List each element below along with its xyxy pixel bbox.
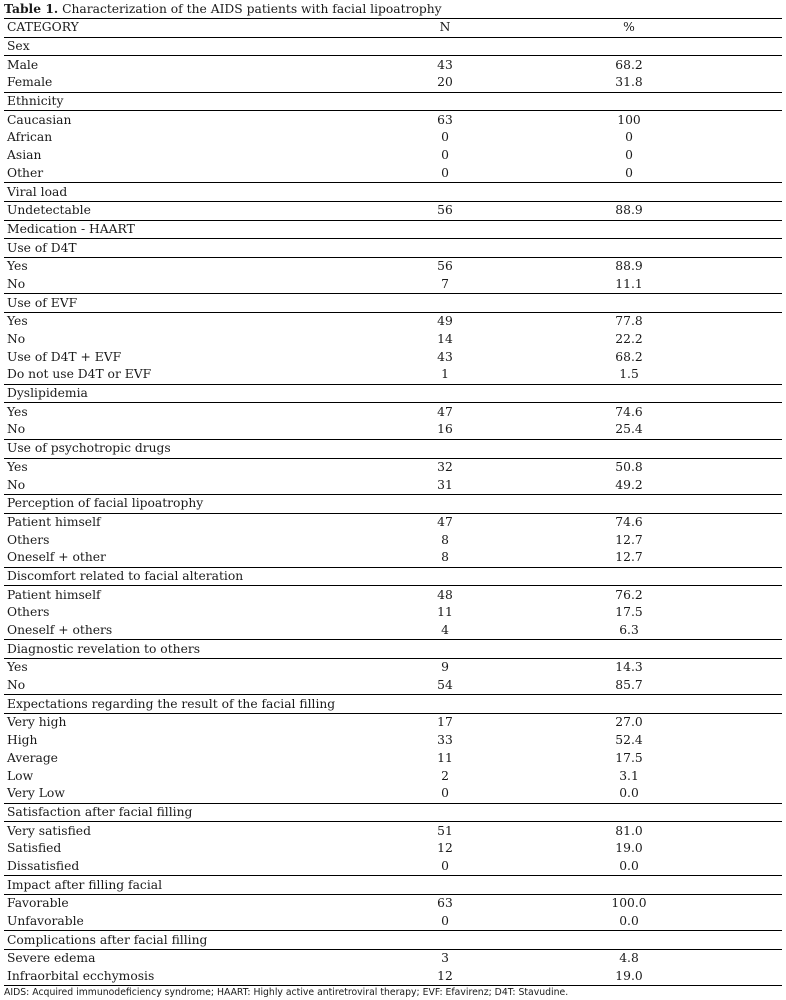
table-row [4,531,782,549]
table-caption-text: Characterization of the AIDS patients with facial lipoatrophy [62,2,442,16]
row-percent-value: 25.4 [615,422,643,437]
row-percent-value: 0 [625,165,633,180]
table-row [4,785,782,803]
characterization-table [4,18,782,986]
row-percent-value: 27.0 [615,715,643,730]
row-n-value: 43 [437,349,453,364]
category-row [4,640,782,659]
table-header-row [4,19,782,38]
row-percent-value: 3.1 [619,768,639,783]
category-row [4,695,782,714]
row-label: African [7,130,53,145]
row-percent-value: 11.1 [615,276,643,291]
table-row [4,348,782,366]
row-label: Others [7,532,50,547]
category-row [4,239,782,258]
table-row [4,56,782,74]
row-n-value: 17 [437,715,453,730]
row-percent-value: 0.0 [619,914,639,929]
row-label: Use of D4T + EVF [7,349,122,364]
row-n-value: 0 [441,148,449,163]
row-label: Patient himself [7,587,101,602]
row-n-value: 0 [441,858,449,873]
row-n-value: 0 [441,130,449,145]
table-document [4,0,782,1000]
row-label: Severe edema [7,951,96,966]
category-label: Ethnicity [4,92,782,111]
row-n-value: 12 [437,841,453,856]
row-label: Others [7,605,50,620]
row-n-value: 56 [437,259,453,274]
category-row [4,567,782,586]
row-n-value: 8 [441,550,449,565]
row-n-value: 14 [437,332,453,347]
row-n-value: 63 [437,896,453,911]
category-row [4,183,782,202]
table-row [4,659,782,677]
category-label: Satisfaction after facial filling [4,803,782,822]
row-percent-value: 81.0 [615,823,643,838]
table-row [4,767,782,785]
row-n-value: 54 [437,678,453,693]
row-label: Asian [7,148,42,163]
table-row [4,968,782,986]
row-label: No [7,332,26,347]
table-row [4,257,782,275]
row-n-value: 51 [437,823,453,838]
table-row [4,750,782,768]
row-n-value: 2 [441,768,449,783]
row-percent-value: 22.2 [615,332,643,347]
row-label: Patient himself [7,514,101,529]
category-label: Dyslipidemia [4,384,782,403]
row-n-value: 11 [437,750,453,765]
table-row [4,421,782,439]
row-label: Yes [7,259,28,274]
category-row [4,876,782,895]
row-label: Caucasian [7,112,72,127]
category-label: Expectations regarding the result of the facial filling [4,695,782,714]
table-row [4,111,782,129]
row-label: Male [7,57,39,72]
category-label: Discomfort related to facial alteration [4,567,782,586]
category-label: Impact after filling facial [4,876,782,895]
row-n-value: 0 [441,914,449,929]
row-percent-value: 0 [625,130,633,145]
row-label: Dissatisfied [7,858,80,873]
category-label: Sex [4,37,782,56]
row-percent-value: 31.8 [615,75,643,90]
category-row [4,931,782,950]
row-label: Low [7,768,34,783]
row-percent-value: 6.3 [619,623,639,638]
row-label: Yes [7,660,28,675]
table-row [4,513,782,531]
row-percent-value: 12.7 [615,550,643,565]
table-row [4,732,782,750]
row-n-value: 31 [437,477,453,492]
category-row [4,494,782,513]
row-label: Infraorbital ecchymosis [7,969,155,984]
row-label: Do not use D4T or EVF [7,367,152,382]
row-label: No [7,276,26,291]
row-n-value: 49 [437,314,453,329]
table-row [4,858,782,876]
table-row [4,201,782,220]
row-n-value: 33 [437,733,453,748]
row-percent-value: 52.4 [615,733,643,748]
row-n-value: 48 [437,587,453,602]
row-percent-value: 17.5 [615,750,643,765]
row-n-value: 4 [441,623,449,638]
row-label: Yes [7,404,28,419]
row-n-value: 9 [441,660,449,675]
table-row [4,604,782,622]
table-caption-label: Table 1. [4,1,59,16]
row-label: No [7,477,26,492]
category-row [4,384,782,403]
row-percent-value: 49.2 [615,477,643,492]
row-n-value: 32 [437,459,453,474]
row-label: Other [7,165,44,180]
category-label: Use of psychotropic drugs [4,439,782,458]
row-label: High [7,733,38,748]
row-percent-value: 100.0 [611,896,647,911]
row-percent-value: 14.3 [615,660,643,675]
row-label: Unfavorable [7,914,84,929]
row-percent-value: 12.7 [615,532,643,547]
row-percent-value: 0.0 [619,858,639,873]
row-label: Oneself + others [7,623,113,638]
row-label: Female [7,75,53,90]
row-label: Favorable [7,896,69,911]
table-row [4,366,782,384]
row-n-value: 16 [437,422,453,437]
row-percent-value: 50.8 [615,459,643,474]
row-percent-value: 77.8 [615,314,643,329]
row-label: No [7,422,26,437]
row-n-value: 1 [441,367,449,382]
row-percent-value: 74.6 [615,404,643,419]
table-row [4,403,782,421]
row-n-value: 47 [437,514,453,529]
row-label: No [7,678,26,693]
category-label: Medication - HAART [4,220,782,239]
row-label: Very high [7,715,67,730]
table-row [4,129,782,147]
row-percent-value: 88.9 [615,203,643,218]
table-footnote: AIDS: Acquired immunodeficiency syndrome; HAART: Highly active antiretroviral therapy; EVF: Efavirenz; D4T: Stavudine. [4,987,569,999]
category-row [4,803,782,822]
category-row [4,37,782,56]
category-label: Perception of facial lipoatrophy [4,494,782,513]
category-row [4,92,782,111]
row-n-value: 11 [437,605,453,620]
table-row [4,822,782,840]
header-n: N [414,19,476,38]
table-row [4,622,782,640]
category-row [4,220,782,239]
table-row [4,714,782,732]
table-row [4,74,782,92]
row-percent-value: 76.2 [615,587,643,602]
row-percent-value: 88.9 [615,259,643,274]
row-label: Very Low [7,786,65,801]
table-row [4,458,782,476]
row-n-value: 8 [441,532,449,547]
table-row [4,313,782,331]
row-n-value: 43 [437,57,453,72]
table-row [4,165,782,183]
table-row [4,913,782,931]
row-n-value: 0 [441,786,449,801]
row-n-value: 12 [437,969,453,984]
row-percent-value: 19.0 [615,969,643,984]
row-label: Average [7,750,58,765]
table-row [4,549,782,567]
table-row [4,331,782,349]
row-n-value: 56 [437,203,453,218]
row-percent-value: 68.2 [615,57,643,72]
row-percent-value: 85.7 [615,678,643,693]
row-percent-value: 100 [617,112,641,127]
category-row [4,439,782,458]
category-label: Use of D4T [4,239,782,258]
row-label: Satisfied [7,841,62,856]
row-n-value: 3 [441,951,449,966]
row-n-value: 0 [441,165,449,180]
table-row [4,276,782,294]
row-label: Undetectable [7,203,91,218]
row-percent-value: 19.0 [615,841,643,856]
row-label: Yes [7,459,28,474]
table-row [4,895,782,913]
header-percent: % [476,19,782,38]
row-label: Very satisfied [7,823,91,838]
category-label: Viral load [4,183,782,202]
row-n-value: 47 [437,404,453,419]
row-label: Yes [7,314,28,329]
table-row [4,950,782,968]
table-row [4,840,782,858]
category-row [4,294,782,313]
category-label: Complications after facial filling [4,931,782,950]
row-n-value: 7 [441,276,449,291]
category-label: Diagnostic revelation to others [4,640,782,659]
table-row [4,476,782,494]
category-label: Use of EVF [4,294,782,313]
row-percent-value: 74.6 [615,514,643,529]
row-percent-value: 68.2 [615,349,643,364]
table-row [4,586,782,604]
table-row [4,147,782,165]
row-percent-value: 4.8 [619,951,639,966]
row-percent-value: 1.5 [619,367,639,382]
table-caption [4,0,782,18]
row-percent-value: 0.0 [619,786,639,801]
row-label: Oneself + other [7,550,106,565]
row-percent-value: 17.5 [615,605,643,620]
table-row [4,677,782,695]
header-category: CATEGORY [4,19,414,38]
row-n-value: 20 [437,75,453,90]
table-body [4,37,782,986]
row-percent-value: 0 [625,148,633,163]
row-n-value: 63 [437,112,453,127]
